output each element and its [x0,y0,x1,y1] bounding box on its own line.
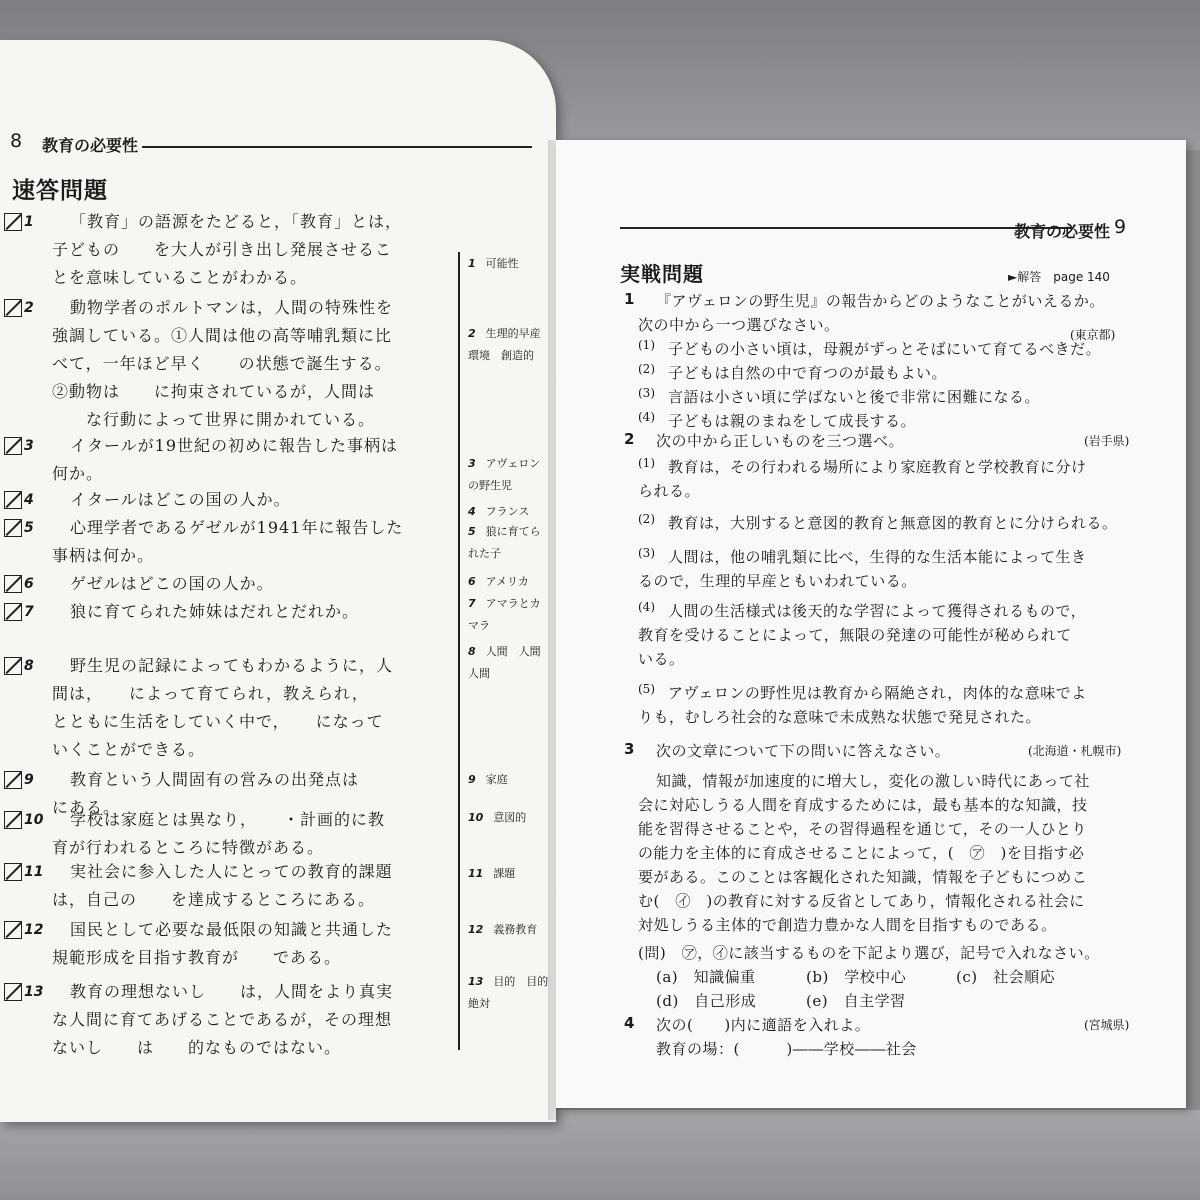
answer-text: 生理的早産 [485,327,541,340]
option-text: るので，生理的早産ともいわれている。 [638,572,917,590]
question-line: 動物学者のポルトマンは，人間の特殊性を [70,298,394,317]
header-rule [142,146,532,148]
question-line: とともに生活をしていく中で， になって [52,712,384,731]
option-label: (5) [638,682,655,696]
answer-number [468,592,541,615]
question-line: 子どもの を大人が引き出し発展させるこ [52,240,393,259]
answer-text: 狼に育てら [485,525,541,538]
option-text: 子どもの小さい頃は，母親がずっとそばにいて育てるべきだ。 [668,340,1102,358]
question-line: な人間に育てあげることであるが，その理想 [52,1010,393,1029]
question-line: な行動によって世界に開かれている。 [52,410,376,429]
passage-line: 知識，情報が加速度的に増大し，変化の激しい時代にあって社 [656,772,1090,790]
question-number [4,657,34,675]
option-text: 言語は小さい頃に学ばないと後で非常に困難になる。 [668,388,1041,406]
answer-text: マラ [468,619,490,632]
question-number: 2 [624,430,635,448]
question-number [4,575,34,593]
option-text: 人間の生活様式は後天的な学習によって獲得されるもので， [668,602,1087,620]
passage-line: む( ㋑ )の教育に対する反省としてあり，情報化される社会に [638,892,1085,910]
answer-text: 人間 [468,667,490,680]
option-label: (3) [638,386,655,400]
option-text: 子どもは自然の中で育つのが最もよい。 [668,364,948,382]
question-number-label: 9 [24,772,34,788]
question-number: 1 [624,290,635,308]
answer-number-label: 13 [468,975,484,988]
option-label: (1) [638,338,655,352]
option-label: (1) [638,456,655,470]
source-label: (東京都) [1070,328,1116,342]
question-number-label: 5 [24,520,34,536]
choice-item: (d) 自己形成 [656,992,757,1010]
option-text: 人間は，他の哺乳類に比べ，生得的な生活本能によって生き [668,548,1087,566]
answer-text: アヴェロン [485,457,541,470]
answer-text: 可能性 [485,257,519,270]
question-number [4,299,34,317]
question-number-label: 8 [24,658,34,674]
option-label: (2) [638,512,655,526]
passage-line: 要がある。このことは客観化された知識，情報を子どもにつめこ [638,868,1088,886]
text-line: 『アヴェロンの野生児』の報告からどのようなことがいえるか。 [656,292,1105,310]
option-text: 教育は，その行われる場所により家庭教育と学校教育に分け [668,458,1087,476]
question-line: イタールはどこの国の人か。 [70,490,291,509]
question-number [4,437,34,455]
option-label: (4) [638,600,655,614]
question-line: 教育の理想ないし は，人間をより真実 [70,982,394,1001]
answer-text: フランス [485,505,530,518]
question-line: 間は， によって育てられ，教えられ， [52,684,395,703]
section-title: 速答問題 [12,178,108,204]
answer-text: 義務教育 [493,923,538,936]
answer-number [468,570,529,593]
question-number-label: 7 [24,604,34,620]
answer-text: アメリカ [485,575,529,588]
answer-text: 目的 目的 [493,975,549,988]
answer-number-label: 5 [468,525,476,538]
question-number [4,491,34,509]
question-number-label: 3 [24,438,34,454]
answer-number [468,806,526,829]
answer-number [468,918,537,941]
question-line: 規範形成を目指す教育が である。 [52,948,342,967]
answer-column-rule [458,252,460,1050]
question-number-label: 12 [24,922,44,938]
question-number-label: 10 [24,812,44,828]
answer-number [468,768,508,791]
question-number-label: 11 [24,864,44,880]
question-line: 「教育」の語源をたどると，「教育」とは， [70,212,403,231]
question-line: ないし は 的なものではない。 [52,1038,342,1057]
question-line: 育が行われるところに特徴がある。 [52,838,325,857]
option-text: られる。 [638,482,701,500]
checkbox-icon[interactable] [4,657,22,675]
answer-number [468,862,515,885]
option-label: (4) [638,410,655,424]
checkbox-icon[interactable] [4,863,22,881]
answer-text: 課題 [493,867,516,880]
answer-number-label: 4 [468,505,476,518]
question-line: ②動物は に拘束されているが，人間は [52,382,376,401]
question-number: 4 [624,1014,635,1032]
option-text: アヴェロンの野性児は教育から隔絶され，肉体的な意味でよ [668,684,1087,702]
checkbox-icon[interactable] [4,519,22,537]
question-number [4,863,43,881]
choice-item: (c) 社会順応 [956,968,1056,986]
answer-number [468,640,541,663]
choice-item: (e) 自主学習 [806,992,906,1010]
question-number-label: 1 [24,214,34,230]
answer-text: 家庭 [485,773,508,786]
option-label: (2) [638,362,655,376]
text-line: 次の( )内に適語を入れよ。 [656,1016,871,1034]
source-label: (北海道・札幌市) [1028,744,1122,758]
passage-line: 対処しうる主体的で創造力豊かな人間を目指すものである。 [638,916,1057,934]
option-text: 子どもは親のまねをして成長する。 [668,412,917,430]
option-text: いる。 [638,650,685,668]
question-number-label: 6 [24,576,34,592]
checkbox-icon[interactable] [4,921,22,939]
source-label: (岩手県) [1084,434,1130,448]
question-line: 学校は家庭とは異なり， ・計画的に教 [70,810,386,829]
answer-number [468,322,541,345]
question-line: イタールが19世紀の初めに報告した事柄は [70,436,399,455]
answer-number-label: 11 [468,867,484,880]
checkbox-icon[interactable] [4,299,22,317]
answer-number-label: 12 [468,923,484,936]
question-line: 心理学者であるゲゼルが1941年に報告した [70,518,404,537]
question-number: 3 [624,740,635,758]
question-line: にある。 [52,798,121,817]
left-page [0,40,556,1122]
question-line: とを意味していることがわかる。 [52,268,308,287]
question-line: いくことができる。 [52,740,206,759]
question-number [4,921,43,939]
answer-number [468,452,540,475]
answer-number-label: 7 [468,597,476,610]
section-title: 実戦問題 [620,262,704,286]
question-number [4,519,34,537]
answer-text: 意図的 [493,811,527,824]
question-line: 実社会に参入した人にとっての教育的課題 [70,862,393,881]
question-number-label: 4 [24,492,34,508]
page-number: 8 [10,130,23,152]
answer-number-label: 10 [468,811,484,824]
answer-number-label: 8 [468,645,476,658]
answer-text: の野生児 [468,479,512,492]
answer-text: 環境 創造的 [468,349,534,362]
question-line: べて，一年ほど早く の状態で誕生する。 [52,354,392,373]
question-number [4,811,43,829]
text-line: (問) ㋐，㋑に該当するものを下記より選び，記号で入れなさい。 [638,944,1100,962]
passage-line: 能を習得させることや，その習得過程を通じて，その一人ひとり [638,820,1087,838]
choice-item: (a) 知識偏重 [656,968,756,986]
question-number [4,213,34,231]
checkbox-icon[interactable] [4,603,22,621]
header-rule [620,227,1072,229]
passage-line: の能力を主体的に育成させることによって，( ㋐ )を目指す必 [638,844,1085,862]
checkbox-icon[interactable] [4,213,22,231]
question-number-label: 2 [24,300,34,316]
text-line: 次の中から一つ選びなさい。 [638,316,840,334]
answer-reference: ►解答 page 140 [1008,270,1110,284]
answer-number-label: 3 [468,457,476,470]
question-line: 教育という人間固有の営みの出発点は [70,770,394,789]
question-line: は，自己の を達成するところにある。 [52,890,376,909]
answer-text: アマラとカ [485,597,541,610]
question-line: ゲゼルはどこの国の人か。 [70,574,274,593]
checkbox-icon[interactable] [4,491,22,509]
question-line: 野生児の記録によってもわかるように，人 [70,656,394,675]
question-line: 国民として必要な最低限の知識と共通した [70,920,394,939]
checkbox-icon[interactable] [4,811,22,829]
answer-text: れた子 [468,547,501,560]
answer-number-label: 9 [468,773,476,786]
question-number [4,983,43,1001]
option-label: (3) [638,546,655,560]
answer-number [468,520,541,543]
checkbox-icon[interactable] [4,983,22,1001]
answer-number-label: 2 [468,327,476,340]
question-line: 強調している。①人間は他の高等哺乳類に比 [52,326,393,345]
option-text: りも，むしろ社会的な意味で未成熟な状態で発見された。 [638,708,1042,726]
answer-text: 人間 人間 [485,645,541,658]
fill-in-line: 教育の場：( )――学校――社会 [656,1040,917,1058]
question-line: 事柄は何か。 [52,546,155,565]
answer-number-label: 6 [468,575,476,588]
running-header: 教育の必要性 [1014,222,1111,241]
question-number [4,771,34,789]
source-label: (宮城県) [1084,1018,1130,1032]
question-line: 何か。 [52,464,104,483]
right-page [556,140,1186,1108]
option-text: 教育は，大別すると意図的教育と無意図的教育とに分けられる。 [668,514,1118,532]
text-line: 次の中から正しいものを三つ選べ。 [656,432,905,450]
checkbox-icon[interactable] [4,437,22,455]
option-text: 教育を受けることによって，無限の発達の可能性が秘められて [638,626,1072,644]
desk-background-bottom [0,1110,1200,1200]
answer-number-label: 1 [468,257,476,270]
question-number [4,603,34,621]
passage-line: 会に対応しうる人間を育成するためには，最も基本的な知識，技 [638,796,1088,814]
running-header: 教育の必要性 [42,136,139,155]
checkbox-icon[interactable] [4,771,22,789]
answer-number [468,970,548,993]
question-number-label: 13 [24,984,44,1000]
question-line: 狼に育てられた姉妹はだれとだれか。 [70,602,360,621]
answer-number [468,252,519,275]
choice-item: (b) 学校中心 [806,968,907,986]
text-line: 次の文章について下の問いに答えなさい。 [656,742,951,760]
checkbox-icon[interactable] [4,575,22,593]
answer-text: 絶対 [468,997,490,1010]
page-number: 9 [1114,216,1127,238]
